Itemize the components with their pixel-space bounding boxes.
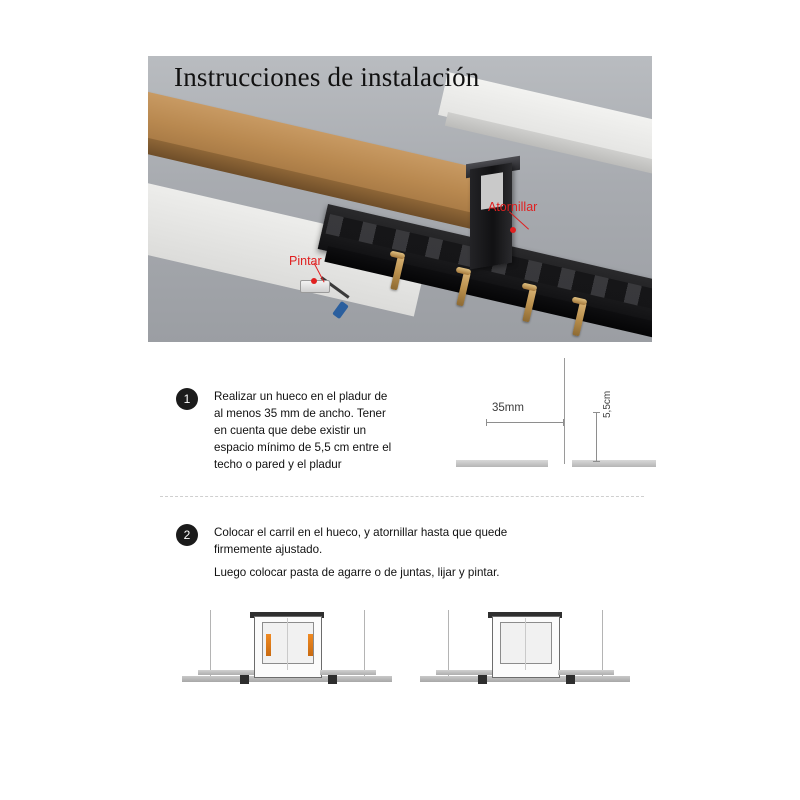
page-title: Instrucciones de instalación (174, 62, 480, 92)
section-center-line (525, 618, 526, 670)
step-1-diagram (456, 356, 656, 486)
step-2-line-2: firmemente ajustado. (214, 543, 323, 556)
label-atornillar: Atornillar (488, 200, 538, 214)
diagram-slab-right (572, 460, 656, 467)
section-led-strip (266, 634, 271, 656)
section-fixing-clip (566, 675, 575, 684)
diagram-width-dimension (486, 422, 564, 423)
step-1-line-3: en cuenta que debe existir un (214, 424, 367, 437)
paint-roller-grip-icon (332, 301, 349, 319)
step-1-line-1: Realizar un hueco en el pladur de (214, 390, 388, 403)
step-1-line-4: espacio mínimo de 5,5 cm entre el (214, 441, 392, 454)
step-2 (176, 524, 644, 581)
step-2-number: 2 (176, 524, 198, 546)
step-1-line-2: al menos 35 mm de ancho. Tener (214, 407, 386, 420)
step-1 (176, 388, 444, 473)
diagram-height-label: 5,5cm (602, 390, 613, 418)
step-1-line-5: techo o pared y el pladur (214, 458, 342, 471)
section-track-channel (500, 622, 552, 664)
diagram-wall-line (564, 358, 565, 464)
section-fixing-clip (240, 675, 249, 684)
diagram-slab-left (456, 460, 548, 467)
label-pintar: Pintar (289, 254, 322, 268)
diagram-height-dimension (596, 412, 597, 462)
section-divider (160, 496, 644, 497)
step-1-text (214, 388, 444, 473)
section-led-strip (308, 634, 313, 656)
diagram-width-label: 35mm (492, 402, 524, 414)
section-fixing-clip (478, 675, 487, 684)
step-2-line-3: Luego colocar pasta de agarre o de juntas, lijar y pintar. (214, 566, 500, 579)
step-1-number: 1 (176, 388, 198, 410)
step-2-text (214, 524, 644, 581)
step-2-line-1: Colocar el carril en el hueco, y atornillar hasta que quede (214, 526, 508, 539)
section-fixing-clip (328, 675, 337, 684)
callout-dot-atornillar (510, 227, 516, 233)
section-center-line (287, 618, 288, 670)
installation-photo (148, 56, 652, 342)
callout-dot-pintar (311, 278, 317, 284)
cross-section-right (420, 600, 630, 710)
cross-section-left (182, 600, 392, 710)
